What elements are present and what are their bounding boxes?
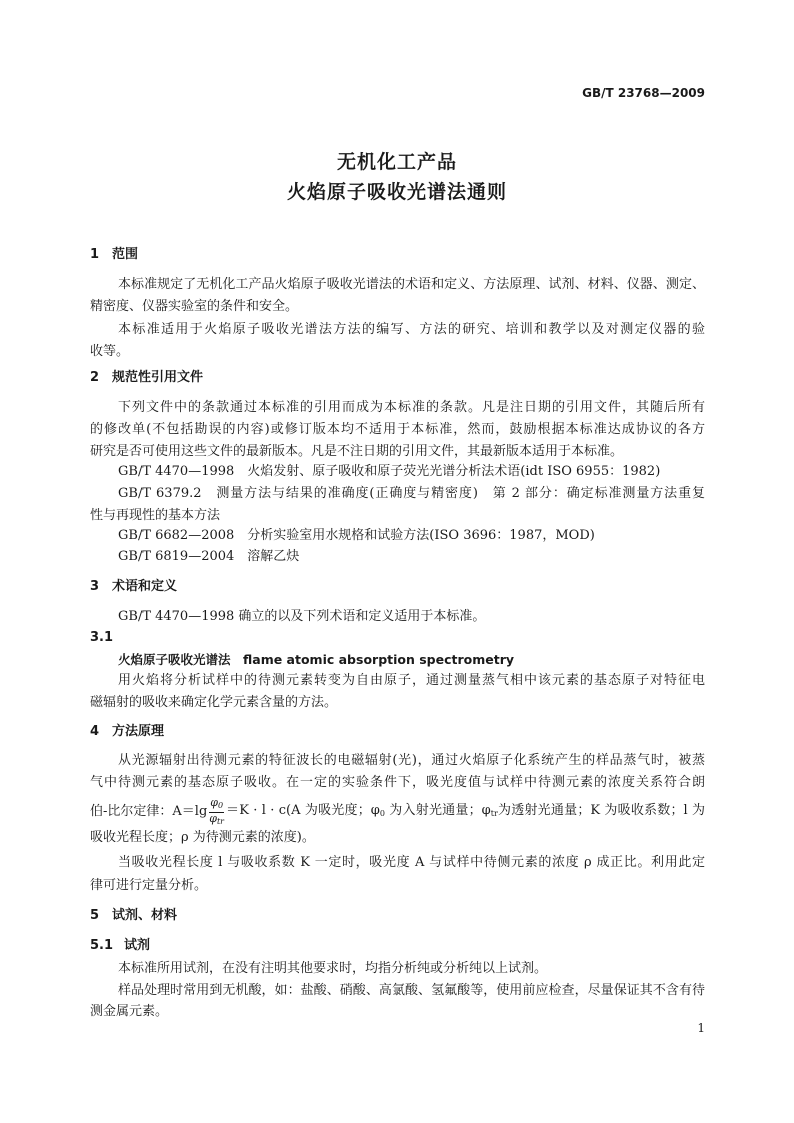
- paragraph-line: 吸收光程长度；ρ 为待测元素的浓度)。: [90, 830, 315, 845]
- clause-number: 3.1: [90, 630, 114, 645]
- paragraph-line: 气中待测元素的基态原子吸收。在一定的实验条件下，吸光度值与试样中待测元素的浓度关系符合朗: [90, 775, 705, 790]
- paragraph-line: 收等。: [90, 344, 130, 359]
- paragraph-line: 下列文件中的条款通过本标准的引用而成为本标准的条款。凡是注日期的引用文件，其随后所有: [118, 400, 705, 415]
- reference-item-continued: 性与再现性的基本方法: [90, 508, 221, 523]
- paragraph-line: GB/T 4470—1998 确立的以及下列术语和定义适用于本标准。: [118, 609, 486, 624]
- paragraph-line: 样品处理时常用到无机酸，如：盐酸、硝酸、高氯酸、氢氟酸等，使用前应检查，尽量保证其不含有待: [118, 983, 705, 998]
- section-heading-terms: [90, 577, 177, 597]
- section-heading-normative-references: [90, 368, 203, 388]
- section-number: 4: [90, 724, 100, 739]
- section-number: 2: [90, 370, 100, 385]
- paragraph-line: 从光源辐射出待测元素的特征波长的电磁辐射(光)，通过火焰原子化系统产生的样品蒸气时，被蒸: [118, 753, 705, 768]
- subsection-number: 5.1: [90, 938, 114, 953]
- standard-number: GB/T 23768—2009: [582, 86, 705, 100]
- formula-prefix: 伯-比尔定律：A＝lg: [90, 804, 208, 819]
- beer-lambert-formula-line: [90, 797, 705, 827]
- reference-item: GB/T 6819—2004 溶解乙炔: [118, 549, 300, 564]
- section-number: 5: [90, 908, 100, 923]
- section-title: 术语和定义: [112, 579, 178, 594]
- section-heading-reagents: [90, 906, 177, 926]
- reference-item: GB/T 4470—1998 火焰发射、原子吸收和原子荧光光谱分析法术语(idt ISO 6955：1982): [118, 464, 661, 479]
- document-title-line1: 无机化工产品: [336, 151, 457, 173]
- section-title: 范围: [112, 247, 139, 262]
- paragraph-line: 测金属元素。: [90, 1004, 169, 1019]
- formula-fraction: [209, 797, 224, 827]
- paragraph-line: 律可进行定量分析。: [90, 878, 208, 893]
- paragraph-line: 精密度、仪器实验室的条件和安全。: [90, 299, 299, 314]
- section-number: 3: [90, 579, 100, 594]
- definition-line: 用火焰将分析试样中的待测元素转变为自由原子，通过测量蒸气相中该元素的基态原子对特征电: [118, 673, 705, 688]
- section-heading-principle: [90, 722, 164, 742]
- fraction-denominator: $\varphi_{tr}$: [209, 811, 225, 826]
- paragraph-line: 本标准适用于火焰原子吸收光谱法方法的编写、方法的研究、培训和教学以及对测定仪器的验: [118, 322, 705, 337]
- section-title: 试剂、材料: [112, 908, 178, 923]
- paragraph-line: 本标准所用试剂，在没有注明其他要求时，均指分析纯或分析纯以上试剂。: [118, 961, 548, 976]
- reference-item: GB/T 6682—2008 分析实验室用水规格和试验方法(ISO 3696：1987，MOD): [118, 528, 595, 543]
- subsection-heading-reagents: [90, 936, 150, 956]
- section-number: 1: [90, 247, 100, 262]
- definition-line: 磁辐射的吸收来确定化学元素含量的方法。: [90, 695, 338, 710]
- section-title: 方法原理: [112, 724, 165, 739]
- formula-explanation: ＝K · l · c(A 为吸光度；$\varphi_0$ 为入射光通量；$\varphi_{tr}$为透射光通量；K 为吸收系数；l 为: [226, 802, 705, 818]
- subsection-title: 试剂: [124, 938, 151, 953]
- reference-item: GB/T 6379.2 测量方法与结果的准确度(正确度与精密度) 第 2 部分：确定标准测量方法重复: [118, 486, 705, 501]
- paragraph-line: 本标准规定了无机化工产品火焰原子吸收光谱法的术语和定义、方法原理、试剂、材料、仪器、测定、: [118, 277, 705, 292]
- section-title: 规范性引用文件: [112, 370, 204, 385]
- paragraph-line: 当吸收光程长度 l 与吸收系数 K 一定时，吸光度 A 与试样中待侧元素的浓度 ρ 成正比。利用此定: [118, 855, 705, 870]
- page-number: 1: [697, 1021, 705, 1035]
- paragraph-line: 的修改单(不包括勘误的内容)或修订版本均不适用于本标准，然而，鼓励根据本标准达成协议的各方: [90, 422, 705, 437]
- document-title-line2: 火焰原子吸收光谱法通则: [286, 181, 507, 203]
- term-entry: 火焰原子吸收光谱法 flame atomic absorption spectrometry: [118, 652, 515, 667]
- section-heading-scope: [90, 245, 138, 265]
- paragraph-line: 研究是否可使用这些文件的最新版本。凡是不注日期的引用文件，其最新版本适用于本标准。: [90, 444, 624, 459]
- fraction-numerator: $\varphi_0$: [210, 797, 224, 810]
